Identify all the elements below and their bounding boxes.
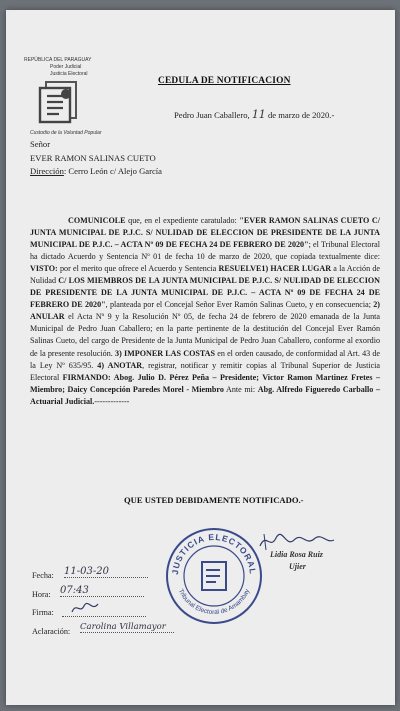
republic-label: REPÚBLICA DEL PARAGUAY [24, 57, 92, 63]
address-line [30, 166, 162, 176]
date-suffix: de marzo de 2020.- [267, 110, 335, 120]
handwritten-signature [256, 530, 338, 552]
notification-document [6, 10, 395, 705]
signatory-name: Lidia Rosa Ruiz [270, 550, 323, 559]
logo-motto: Custodio de la Voluntad Popular [30, 130, 102, 136]
stamp-top-text: JUSTICIA ELECTORAL [169, 531, 259, 576]
judicial-power-label: Poder Judicial [50, 64, 82, 70]
date-prefix: Pedro Juan Caballero, [174, 110, 250, 120]
date-day: 11 [251, 108, 266, 121]
aclaracion-value: Carolina Villamayor [80, 622, 174, 633]
electoral-justice-logo [38, 80, 80, 124]
fecha-value: 11-03-20 [64, 566, 148, 578]
addressee-name: EVER RAMON SALINAS CUETO [30, 153, 156, 163]
resolution-body: COMUNICOLE que, en el expediente caratulado: "EVER RAMON SALINAS CUETO C/ JUNTA MUNICIPAL DE P.J.C. S/ NULIDAD DE ELECCION DE PRESIDENTE DE LA JUNTA MUNICIPAL DE P.J.C. – ACTA Nº 09 DE FECHA 24 DE FEBRERO DE 2020"; el Tribunal Electoral ha dictado Acuerdo y Sentencia Nº 01 de fecha 10 de marzo de 2020, que copiada textualmente dice: VISTO: por el merito que ofrece el Acuerdo y Sentencia RESUELVE1) HACER LUGAR a la Acción de Nulidad C/ LOS MIEMBROS DE LA JUNTA MUNICIPAL DE P.J.C. S/ NULIDAD DE ELECCION DE PRESIDENTE DE LA JUNTA MUNICIPAL DE P.J.C. – ACTA Nº 09 DE FECHA 24 DE FEBRERO DE 2020", planteada por el Concejal Señor Ever Ramón Salinas Cueto, y en consecuencia; 2) ANULAR el Acta Nº 9 y la Resolución Nº 05, de fecha 24 de febrero de 2020 emanada de la Junta Municipal de Pedro Juan Caballero; en la parte pertinente de la destitución del Concejal Ever Ramón Salinas Cueto, del cargo de Presidente de la Junta Municipal de Pedro Juan Caballero, conforme al exordio de la presente resolución. 3) IMPONER LAS COSTAS en el orden causado, de conformidad al Art. 43 de la Ley Nº 635/95. 4) ANOTAR, registrar, notificar y remitir copias al Tribunal Superior de Justicia Electoral FIRMANDO: Abog. Julio D. Pérez Peña – Presidente; Victor Ramon Martinez Fretes – Miembro; Daicy Concepción Paredes Morel - Miembro Ante mi: Abg. Alfredo Figueredo Carballo – Actuarial Judicial.------------- [30, 216, 381, 406]
firma-label: Firma: [32, 608, 54, 617]
closing-statement: QUE USTED DEBIDAMENTE NOTIFICADO.- [124, 495, 304, 505]
aclaracion-label: Aclaración: [32, 627, 71, 636]
official-stamp [164, 526, 264, 626]
document-title: CEDULA DE NOTIFICACION [158, 76, 291, 86]
svg-text:JUSTICIA ELECTORAL [170, 532, 258, 575]
signatory-role: Ujier [289, 562, 306, 571]
recipient-signature [70, 600, 100, 616]
date-line [174, 108, 334, 121]
electoral-justice-label: Justicia Electoral [50, 71, 88, 77]
hora-value: 07:43 [60, 585, 144, 597]
stamp-bottom-text: Tribunal Electoral de Amambay [176, 588, 252, 617]
address-value: : Cerro León c/ Alejo García [63, 166, 162, 176]
fecha-label: Fecha: [32, 571, 54, 580]
salutation: Señor [30, 139, 51, 149]
address-label: Dirección [30, 166, 64, 176]
hora-label: Hora: [32, 590, 51, 599]
